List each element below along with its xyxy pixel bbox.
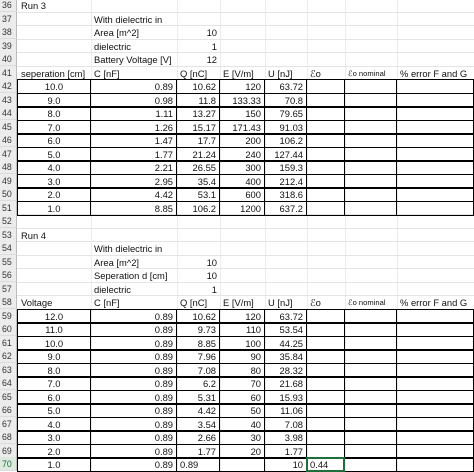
cell-a-47[interactable]: 5.0: [17, 147, 91, 162]
cell-e-48[interactable]: 300: [219, 160, 265, 175]
row-header[interactable]: 57: [0, 282, 17, 296]
cell-f-49[interactable]: 212.4: [264, 174, 307, 189]
row-header[interactable]: 40: [0, 52, 17, 66]
row-header[interactable]: 37: [0, 12, 17, 26]
row-header[interactable]: 67: [0, 417, 17, 431]
row-header[interactable]: 59: [0, 309, 17, 323]
cell-d-43[interactable]: 11.8: [176, 93, 220, 108]
row-header[interactable]: 44: [0, 106, 17, 120]
cell-f-51[interactable]: 637.2: [264, 201, 307, 216]
cell-a-70[interactable]: 1.0: [17, 457, 91, 472]
cell-f-44[interactable]: 79.65: [264, 106, 307, 121]
row-header[interactable]: 70: [0, 457, 17, 471]
cell-f-61[interactable]: 44.25: [264, 336, 307, 351]
cell-a-36[interactable]: Run 3: [21, 0, 47, 11]
cell-f-41[interactable]: U [nJ]: [268, 67, 293, 79]
selected-cell[interactable]: 0.44: [306, 457, 345, 472]
row-header[interactable]: 38: [0, 25, 17, 39]
cell-d-67[interactable]: 3.54: [176, 417, 220, 432]
cell-d-65[interactable]: 5.31: [176, 390, 220, 405]
cell-d-39[interactable]: 1: [211, 40, 217, 52]
cell-c-38[interactable]: Area [m^2]: [94, 27, 140, 38]
row-header[interactable]: 43: [0, 93, 17, 107]
cell-f-58[interactable]: U [nJ]: [268, 297, 293, 308]
cell-e-69[interactable]: 20: [219, 444, 265, 459]
cell-a-67[interactable]: 4.0: [17, 417, 91, 432]
cell-a-66[interactable]: 5.0: [17, 403, 91, 418]
cell-c-60[interactable]: 0.89: [90, 322, 177, 337]
cell-f-43[interactable]: 70.8: [264, 93, 307, 108]
cell-a-41[interactable]: seperation [cm]: [21, 67, 86, 79]
cell-e-42[interactable]: 120: [219, 79, 265, 94]
cell-f-42[interactable]: 63.72: [264, 79, 307, 94]
cell-c-56[interactable]: Seperation d [cm]: [94, 270, 168, 281]
row-header[interactable]: 61: [0, 336, 17, 350]
cell-c-42[interactable]: 0.89: [90, 79, 177, 94]
cell-f-69[interactable]: 1.77: [264, 444, 307, 459]
row-header[interactable]: 50: [0, 187, 17, 201]
row-gridline: [17, 52, 474, 53]
cell-d-58[interactable]: Q [nC]: [180, 297, 208, 308]
cell-c-47[interactable]: 1.77: [90, 147, 177, 162]
cell-c-65[interactable]: 0.89: [90, 390, 177, 405]
row-header[interactable]: 62: [0, 349, 17, 363]
row-header[interactable]: 64: [0, 376, 17, 390]
row-header[interactable]: 63: [0, 363, 17, 377]
cell-c-45[interactable]: 1.26: [90, 120, 177, 135]
cell-i-58[interactable]: % error F and G: [400, 297, 468, 308]
cell-a-62[interactable]: 9.0: [17, 349, 91, 364]
cell-d-61[interactable]: 8.85: [176, 336, 220, 351]
row-gridline: [17, 282, 474, 283]
cell-i-51[interactable]: [396, 201, 474, 216]
cell-d-45[interactable]: 15.17: [176, 120, 220, 135]
cell-a-46[interactable]: 6.0: [17, 133, 91, 148]
cell-a-68[interactable]: 3.0: [17, 430, 91, 445]
cell-f-68[interactable]: 3.98: [264, 430, 307, 445]
cell-a-65[interactable]: 6.0: [17, 390, 91, 405]
cell-c-51[interactable]: 8.85: [90, 201, 177, 216]
cell-e-51[interactable]: 1200: [219, 201, 265, 216]
row-header[interactable]: 54: [0, 241, 17, 255]
cell-c-37[interactable]: With dielectric in: [94, 13, 163, 25]
row-header[interactable]: 47: [0, 147, 17, 161]
cell-a-59[interactable]: 12.0: [17, 309, 91, 324]
cell-d-41[interactable]: Q [nC]: [180, 67, 208, 79]
cell-d-64[interactable]: 6.2: [176, 376, 220, 391]
cell-f-48[interactable]: 159.3: [264, 160, 307, 175]
cell-c-49[interactable]: 2.95: [90, 174, 177, 189]
cell-a-48[interactable]: 4.0: [17, 160, 91, 175]
cell-c-64[interactable]: 0.89: [90, 376, 177, 391]
cell-e-45[interactable]: 171.43: [219, 120, 265, 135]
cell-d-50[interactable]: 53.1: [176, 187, 220, 202]
cell-d-49[interactable]: 35.4: [176, 174, 220, 189]
cell-a-60[interactable]: 11.0: [17, 322, 91, 337]
row-gridline: [17, 255, 474, 256]
cell-h-41[interactable]: ℰo nominal: [348, 68, 386, 78]
cell-f-70[interactable]: 10: [264, 457, 307, 472]
cell-c-59[interactable]: 0.89: [90, 309, 177, 324]
cell-f-47[interactable]: 127.44: [264, 147, 307, 162]
cell-d-48[interactable]: 26.55: [176, 160, 220, 175]
cell-d-63[interactable]: 7.08: [176, 363, 220, 378]
row-header[interactable]: 36: [0, 0, 17, 12]
cell-c-46[interactable]: 1.47: [90, 133, 177, 148]
cell-a-58[interactable]: Voltage: [21, 297, 53, 308]
cell-a-53[interactable]: Run 4: [21, 229, 47, 241]
cell-h-70[interactable]: [344, 457, 397, 472]
cell-c-57[interactable]: dielectric: [94, 283, 131, 295]
row-header[interactable]: 52: [0, 214, 17, 228]
cell-f-59[interactable]: 63.72: [264, 309, 307, 324]
cell-d-62[interactable]: 7.96: [176, 349, 220, 364]
cell-f-60[interactable]: 53.54: [264, 322, 307, 337]
cell-a-42[interactable]: 10.0: [17, 79, 91, 94]
cell-e-47[interactable]: 240: [219, 147, 265, 162]
cell-d-42[interactable]: 10.62: [176, 79, 220, 94]
cell-d-68[interactable]: 2.66: [176, 430, 220, 445]
cell-e-65[interactable]: 60: [219, 390, 265, 405]
cell-a-64[interactable]: 7.0: [17, 376, 91, 391]
cell-e-50[interactable]: 600: [219, 187, 265, 202]
cell-d-55[interactable]: 10: [206, 256, 217, 268]
cell-i-70[interactable]: [396, 457, 474, 472]
cell-d-66[interactable]: 4.42: [176, 403, 220, 418]
cell-g-41[interactable]: ℰo: [310, 67, 321, 79]
row-header[interactable]: 42: [0, 79, 17, 93]
cell-e-63[interactable]: 80: [219, 363, 265, 378]
cell-a-50[interactable]: 2.0: [17, 187, 91, 202]
cell-d-46[interactable]: 17.7: [176, 133, 220, 148]
cell-d-56[interactable]: 10: [206, 270, 217, 281]
row-header[interactable]: 53: [0, 228, 17, 242]
cell-e-70[interactable]: [219, 457, 265, 472]
row-header[interactable]: 41: [0, 66, 17, 80]
cell-d-60[interactable]: 9.73: [176, 322, 220, 337]
cell-a-45[interactable]: 7.0: [17, 120, 91, 135]
cell-g-58[interactable]: ℰo: [310, 297, 321, 308]
cell-f-45[interactable]: 91.03: [264, 120, 307, 135]
row-header[interactable]: 69: [0, 444, 17, 458]
cell-d-69[interactable]: 1.77: [176, 444, 220, 459]
row-header[interactable]: 49: [0, 174, 17, 188]
row-gridline: [17, 25, 474, 26]
cell-a-63[interactable]: 8.0: [17, 363, 91, 378]
cell-d-40[interactable]: 12: [206, 54, 217, 65]
cell-i-41[interactable]: % error F and G: [400, 67, 468, 79]
cell-c-41[interactable]: C [nF]: [94, 67, 120, 79]
row-header[interactable]: 39: [0, 39, 17, 53]
cell-f-46[interactable]: 106.2: [264, 133, 307, 148]
cell-e-61[interactable]: 100: [219, 336, 265, 351]
cell-f-62[interactable]: 35.84: [264, 349, 307, 364]
row-header[interactable]: 66: [0, 403, 17, 417]
cell-g-51[interactable]: [306, 201, 345, 216]
cell-d-51[interactable]: 106.2: [176, 201, 220, 216]
cell-c-50[interactable]: 4.42: [90, 187, 177, 202]
row-header[interactable]: 65: [0, 390, 17, 404]
row-header[interactable]: 45: [0, 120, 17, 134]
cell-e-49[interactable]: 400: [219, 174, 265, 189]
cell-e-46[interactable]: 200: [219, 133, 265, 148]
cell-c-43[interactable]: 0.98: [90, 93, 177, 108]
cell-a-43[interactable]: 9.0: [17, 93, 91, 108]
cell-c-44[interactable]: 1.11: [90, 106, 177, 121]
cell-f-63[interactable]: 28.32: [264, 363, 307, 378]
cell-f-67[interactable]: 7.08: [264, 417, 307, 432]
cell-e-41[interactable]: E [V/m]: [223, 67, 254, 79]
row-header[interactable]: 68: [0, 430, 17, 444]
cell-c-66[interactable]: 0.89: [90, 403, 177, 418]
cell-c-48[interactable]: 2.21: [90, 160, 177, 175]
cell-a-49[interactable]: 3.0: [17, 174, 91, 189]
cell-f-65[interactable]: 15.93: [264, 390, 307, 405]
cell-e-62[interactable]: 90: [219, 349, 265, 364]
cell-f-50[interactable]: 318.6: [264, 187, 307, 202]
cell-c-55[interactable]: Area [m^2]: [94, 256, 140, 268]
cell-c-61[interactable]: 0.89: [90, 336, 177, 351]
cell-h-58[interactable]: ℰo nominal: [348, 298, 386, 307]
cell-d-59[interactable]: 10.62: [176, 309, 220, 324]
cell-d-44[interactable]: 13.27: [176, 106, 220, 121]
row-header[interactable]: 46: [0, 133, 17, 147]
row-header[interactable]: 48: [0, 160, 17, 174]
cell-c-70[interactable]: 0.89: [90, 457, 177, 472]
row-header[interactable]: 51: [0, 201, 17, 215]
cell-e-66[interactable]: 50: [219, 403, 265, 418]
row-gridline: [17, 39, 474, 40]
cell-d-57[interactable]: 1: [211, 283, 217, 295]
cell-d-38[interactable]: 10: [206, 27, 217, 38]
cell-c-54[interactable]: With dielectric in: [94, 243, 163, 254]
row-header[interactable]: 55: [0, 255, 17, 269]
cell-e-60[interactable]: 110: [219, 322, 265, 337]
cell-f-66[interactable]: 11.06: [264, 403, 307, 418]
cell-c-58[interactable]: C [nF]: [94, 297, 120, 308]
cell-e-68[interactable]: 30: [219, 430, 265, 445]
row-header[interactable]: 60: [0, 322, 17, 336]
cell-e-64[interactable]: 70: [219, 376, 265, 391]
cell-a-44[interactable]: 8.0: [17, 106, 91, 121]
cell-c-39[interactable]: dielectric: [94, 40, 131, 52]
cell-c-63[interactable]: 0.89: [90, 363, 177, 378]
cell-a-61[interactable]: 10.0: [17, 336, 91, 351]
cell-f-64[interactable]: 21.68: [264, 376, 307, 391]
cell-c-62[interactable]: 0.89: [90, 349, 177, 364]
cell-d-70[interactable]: 0.89: [176, 457, 220, 472]
row-gridline: [17, 268, 474, 269]
cell-c-67[interactable]: 0.89: [90, 417, 177, 432]
cell-e-67[interactable]: 40: [219, 417, 265, 432]
cell-c-40[interactable]: Battery Voltage [V]: [94, 54, 172, 65]
cell-e-58[interactable]: E [V/m]: [223, 297, 254, 308]
cell-e-59[interactable]: 120: [219, 309, 265, 324]
cell-a-51[interactable]: 1.0: [17, 201, 91, 216]
cell-c-69[interactable]: 0.89: [90, 444, 177, 459]
cell-c-68[interactable]: 0.89: [90, 430, 177, 445]
cell-a-69[interactable]: 2.0: [17, 444, 91, 459]
row-header[interactable]: 58: [0, 295, 17, 309]
cell-h-51[interactable]: [344, 201, 397, 216]
row-header[interactable]: 56: [0, 268, 17, 282]
cell-d-47[interactable]: 21.24: [176, 147, 220, 162]
cell-e-44[interactable]: 150: [219, 106, 265, 121]
cell-e-43[interactable]: 133.33: [219, 93, 265, 108]
